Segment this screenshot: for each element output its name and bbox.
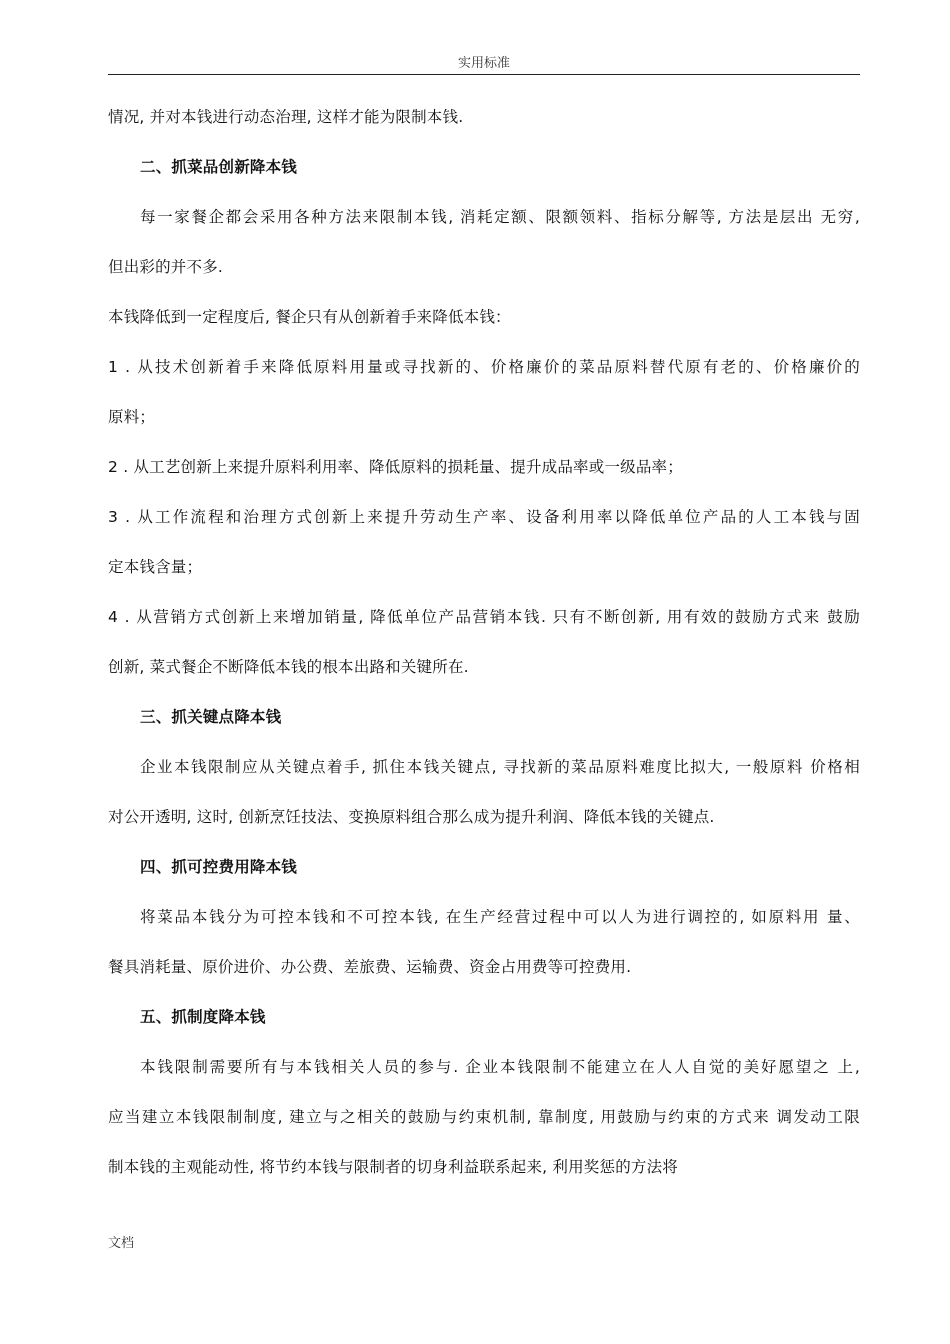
page-header xyxy=(108,56,860,75)
paragraph-line: 但出彩的并不多. xyxy=(108,258,224,276)
paragraph-line: 对公开透明, 这时, 创新烹饪技法、变换原料组合那么成为提升利润、降低本钱的关键点. xyxy=(108,808,715,826)
paragraph-line: 制本钱的主观能动性, 将节约本钱与限制者的切身利益联系起来, 利用奖惩的方法将 xyxy=(108,1158,679,1176)
list-item-line: 1 . 从技术创新着手来降低原料用量或寻找新的、价格廉价的菜品原料替代原有老的、价格廉价的 xyxy=(108,358,860,376)
paragraph-line: 每一家餐企都会采用各种方法来限制本钱, 消耗定额、限额领料、指标分解等, 方法是层出 无穷, xyxy=(140,208,860,226)
list-item-line: 3 . 从工作流程和治理方式创新上来提升劳动生产率、设备利用率以降低单位产品的人工本钱与固 xyxy=(108,508,860,526)
paragraph-line: 餐具消耗量、原价进价、办公费、差旅费、运输费、资金占用费等可控费用. xyxy=(108,958,632,976)
section-heading: 四、抓可控费用降本钱 xyxy=(140,858,298,876)
paragraph-line: 企业本钱限制应从关键点着手, 抓住本钱关键点, 寻找新的菜品原料难度比拟大, 一般原料 价格相 xyxy=(140,758,860,776)
section-heading: 三、抓关键点降本钱 xyxy=(140,708,282,726)
list-item-line: 原料； xyxy=(108,408,156,426)
list-item-line: 4 . 从营销方式创新上来增加销量, 降低单位产品营销本钱. 只有不断创新, 用有效的鼓励方式来 鼓励 xyxy=(108,608,860,626)
list-item-line: 创新, 菜式餐企不断降低本钱的根本出路和关键所在. xyxy=(108,658,469,676)
paragraph-line: 本钱限制需要所有与本钱相关人员的参与. 企业本钱限制不能建立在人人自觉的美好愿望之 上, xyxy=(140,1058,860,1076)
paragraph-line: 情况, 并对本钱进行动态治理, 这样才能为限制本钱. xyxy=(108,108,464,126)
page-footer: 文档 xyxy=(108,1236,135,1251)
section-heading: 二、抓菜品创新降本钱 xyxy=(140,158,298,176)
list-item-line: 定本钱含量； xyxy=(108,558,203,576)
paragraph-line: 本钱降低到一定程度后, 餐企只有从创新着手来降低本钱： xyxy=(108,308,511,326)
paragraph-line: 应当建立本钱限制制度, 建立与之相关的鼓励与约束机制, 靠制度, 用鼓励与约束的方式来 调发动工限 xyxy=(108,1108,860,1126)
section-heading: 五、抓制度降本钱 xyxy=(140,1008,266,1026)
header-title: 实用标准 xyxy=(457,56,510,71)
paragraph-line: 将菜品本钱分为可控本钱和不可控本钱, 在生产经营过程中可以人为进行调控的, 如原料用 量、 xyxy=(140,908,860,926)
document-body xyxy=(108,92,860,1192)
list-item-line: 2 . 从工艺创新上来提升原料利用率、降低原料的损耗量、提升成品率或一级品率； xyxy=(108,458,683,476)
